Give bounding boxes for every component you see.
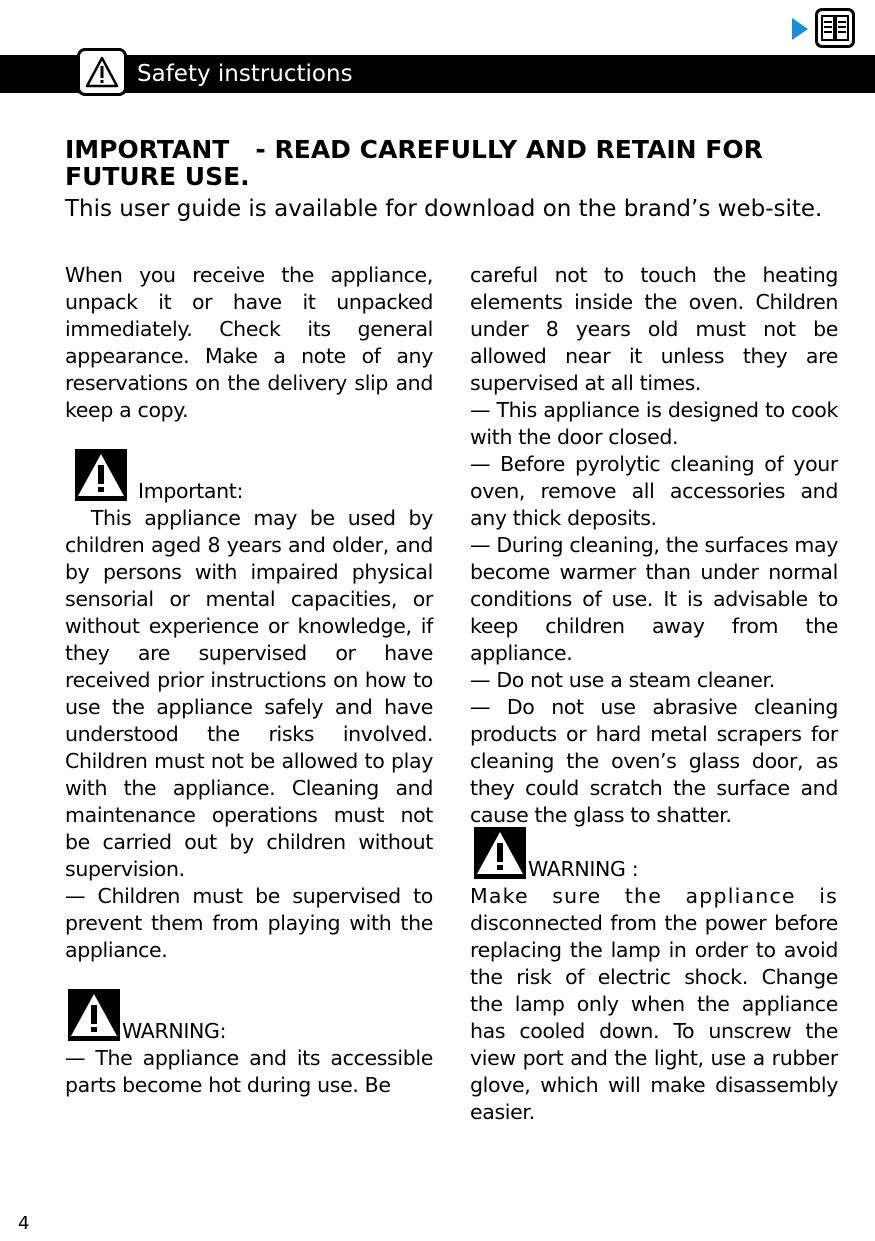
important-body: This appliance may be used by children aged 8 years and older, and by persons with impaired physical sensorial or mental capacities, or without experience or knowledge, if they are supervised or have received prior instructions on how to use the appliance safely and have understood the risks involved. Children must not be allowed to play with the appliance. Cleaning and maintenance operations must not be carried out by children without supervision. <box>65 506 440 881</box>
lamp-warning-body: disconnected from the power before replacing the lamp in order to avoid the risk of electric shock. Change the lamp only when the appliance has cooled down. To unscrew the view port and the light, use a rubber glove, which will make disassembly easier. <box>470 911 838 1124</box>
lamp-warning-label: WARNING : <box>528 857 639 881</box>
important-header <box>65 451 433 505</box>
item-door: — This appliance is designed to cook with the door closed. <box>470 398 838 449</box>
lamp-warning-header <box>470 829 838 883</box>
warning-icon <box>68 989 120 1041</box>
header-bar <box>0 55 875 93</box>
left-column <box>65 262 440 1099</box>
warning-label: WARNING: <box>122 1019 227 1043</box>
warning-triangle-icon <box>77 48 127 96</box>
section-title: Safety instructions <box>137 61 353 87</box>
warning-body-end: careful not to touch the heating elements inside the oven. Children under 8 years old must not be allowed near it unless they are supervised at all times. <box>470 263 838 395</box>
item-pyrolytic: — Before pyrolytic cleaning of your oven, remove all accessories and any thick deposits. <box>470 452 838 530</box>
important-label: Important: <box>138 479 244 503</box>
receive-paragraph: When you receive the appliance, unpack it or have it unpacked immediately. Check its general appearance. Make a note of any reservations on the delivery slip and keep a copy. <box>65 263 433 422</box>
document-icon[interactable] <box>815 8 855 48</box>
next-arrow-icon[interactable] <box>790 16 810 46</box>
intro-text: This user guide is available for download on the brand’s web-site. <box>65 196 823 222</box>
page-number: 4 <box>18 1213 30 1234</box>
item-abrasive: — Do not use abrasive cleaning products or hard metal scrapers for cleaning the oven’s glass door, as they could scratch the surface and cause the glass to shatter. <box>470 695 838 827</box>
item-steam: — Do not use a steam cleaner. <box>470 668 775 692</box>
children-note: — Children must be supervised to prevent them from playing with the appliance. <box>65 884 433 962</box>
right-column <box>470 262 838 1126</box>
item-cleaning: — During cleaning, the surfaces may become warmer than under normal conditions of use. It is advisable to keep children away from the appliance. <box>470 533 838 665</box>
lamp-warning-line1: Make sure the appliance is <box>470 884 838 908</box>
warning-icon <box>474 827 526 879</box>
warning-body-start: — The appliance and its accessible parts become hot during use. Be <box>65 1046 433 1097</box>
important-heading: IMPORTANT - READ CAREFULLY AND RETAIN FOR FUTURE USE. <box>65 135 772 191</box>
warning-icon <box>75 449 127 501</box>
warning-header <box>65 991 433 1045</box>
